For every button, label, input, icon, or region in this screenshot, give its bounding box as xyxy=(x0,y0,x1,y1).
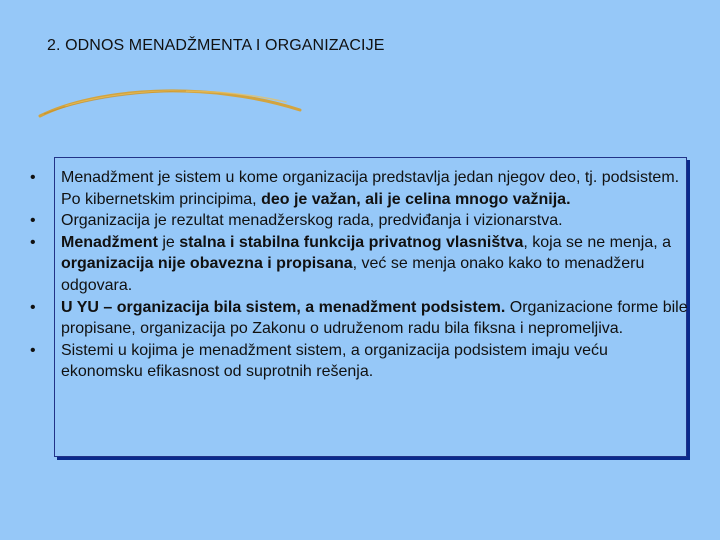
bullet-list xyxy=(30,167,690,383)
bullet-icon: • xyxy=(30,298,36,316)
list-item xyxy=(30,210,690,232)
text: Menadžment je sistem u kome organizacija predstavlja jedan njegov deo, tj. podsistem. Po kibernetskim principima, xyxy=(61,169,680,208)
text: Organizacione forme bile propisane, organizacija po Zakonu o udruženom radu bila fiksna i nepromeljiva. xyxy=(61,298,688,338)
list-item xyxy=(30,297,690,340)
bold-text: Menadžment xyxy=(61,233,163,251)
list-item xyxy=(30,232,690,297)
bold-text: organizacija nije obavezna i propisana xyxy=(61,255,353,273)
text: je xyxy=(162,233,180,251)
text: , koja se ne menja, a xyxy=(523,233,671,251)
bold-text: stalna i stabilna funkcija privatnog vlasništva xyxy=(179,233,524,251)
list-item xyxy=(30,167,690,210)
text: Sistemi u kojima je menadžment sistem, a organizacija podsistem imaju veću ekonomsku efikasnost od suprotnih rešenja. xyxy=(61,341,608,381)
bullet-icon: • xyxy=(30,341,36,359)
text: Organizacija je rezultat menadžerskog rada, predviđanja i vizionarstva. xyxy=(61,212,563,230)
bold-text: U YU – organizacija bila sistem, a menadžment podsistem. xyxy=(61,298,506,316)
list-item xyxy=(30,340,690,383)
bold-text: deo je važan, ali je celina mnogo važnija. xyxy=(261,190,571,208)
text: , već se menja onako kako to menadžeru odgovara. xyxy=(61,255,645,294)
bullet-icon: • xyxy=(30,169,36,186)
slide-title: 2. ODNOS MENADŽMENTA I ORGANIZACIJE xyxy=(47,37,385,54)
bullet-icon: • xyxy=(30,233,36,251)
bullet-icon: • xyxy=(30,212,36,230)
decorative-swoosh-icon xyxy=(36,80,326,120)
